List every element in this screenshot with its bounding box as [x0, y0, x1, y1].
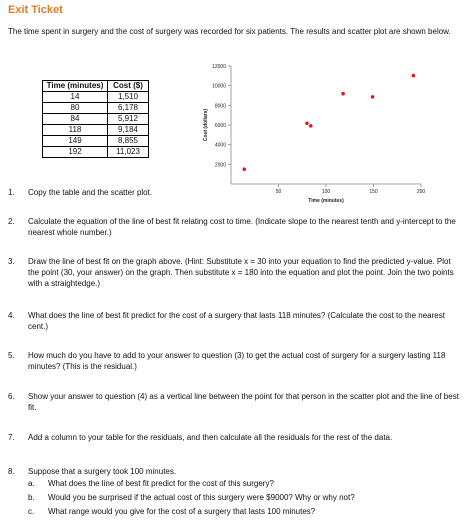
x-tick-label: 100 [321, 189, 331, 195]
y-axis-label: Cost (dollars) [203, 108, 209, 142]
data-point [305, 121, 309, 125]
x-axis-label: Time (minutes) [308, 198, 344, 204]
time-cell: 118 [43, 125, 108, 136]
y-tick-label: 2000 [214, 162, 226, 169]
y-tick-label: 8000 [214, 103, 226, 110]
subquestion-a [28, 478, 464, 489]
cost-cell: 1,510 [108, 92, 149, 103]
question-7 [8, 432, 464, 443]
question-number: 4. [8, 311, 15, 320]
question-number: 7. [8, 433, 15, 442]
time-cell: 192 [43, 147, 108, 158]
cost-cell: 5,912 [108, 114, 149, 125]
column-header-cost: Cost ($) [108, 81, 149, 92]
data-point [412, 74, 416, 78]
subquestion-text: Would you be surprised if the actual cost of this surgery were $9000? Why or why not? [48, 493, 355, 502]
subquestion-letter: c. [28, 507, 35, 516]
question-number: 6. [8, 392, 15, 401]
question-text: Show your answer to question (4) as a vertical line between the point for that person in the scatter plot and the line of best fit. [28, 392, 459, 412]
cost-cell: 9,184 [108, 125, 149, 136]
time-cell: 14 [43, 92, 108, 103]
y-tick-label: 6000 [214, 123, 226, 129]
data-point [371, 95, 375, 99]
time-cell: 84 [43, 114, 108, 125]
table-row [43, 103, 149, 114]
question-2 [8, 216, 464, 238]
y-tick-label: 4000 [214, 142, 226, 149]
subquestion-letter: a. [28, 479, 35, 488]
page-title: Exit Ticket [8, 4, 63, 16]
table-row [43, 125, 149, 136]
question-text: Copy the table and the scatter plot. [28, 188, 153, 197]
question-5 [8, 350, 464, 372]
question-number: 1. [8, 188, 15, 197]
time-cell: 149 [43, 136, 108, 147]
table-row [43, 147, 149, 158]
subquestion-letter: b. [28, 493, 35, 502]
question-number: 8. [8, 467, 15, 476]
y-tick-label: 10000 [212, 83, 226, 90]
question-8 [8, 466, 464, 477]
y-tick-label: 12000 [212, 64, 226, 70]
table-row [43, 114, 149, 125]
question-number: 2. [8, 217, 15, 226]
question-3 [8, 256, 464, 289]
question-6 [8, 391, 464, 413]
question-1 [8, 187, 464, 198]
subquestion-text: What does the line of best fit predict for the cost of this surgery? [48, 479, 274, 488]
scatter-plot [195, 62, 435, 206]
question-text: Calculate the equation of the line of best fit relating cost to time. (Indicate slope to the nearest tenth and y-intercept to the nearest whole number.) [28, 217, 456, 237]
x-tick-label: 50 [275, 189, 282, 195]
question-text: Draw the line of best fit on the graph above. (Hint: Substitute x = 30 into your equation to find the predicted y-value. Plot the point (30, your answer) on the graph. Then substitute x = 180 into the equation and plot the point. Join the two points with a straightedge.) [28, 257, 454, 288]
question-text: Suppose that a surgery took 100 minutes. [28, 467, 177, 476]
subquestion-text: What range would you give for the cost of a surgery that lasts 100 minutes? [48, 507, 316, 516]
table-row [43, 136, 149, 147]
cost-cell: 6,178 [108, 103, 149, 114]
subquestion-c [28, 506, 464, 517]
time-cell: 80 [43, 103, 108, 114]
question-text: How much do you have to add to your answer to question (3) to get the actual cost of surgery for a surgery lasting 118 minutes? (This is the residual.) [28, 351, 446, 371]
subquestion-b [28, 492, 464, 503]
question-number: 3. [8, 257, 15, 266]
x-tick-label: 150 [369, 189, 378, 195]
table-row [43, 92, 149, 103]
intro-text: The time spent in surgery and the cost of surgery was recorded for six patients. The results and scatter plot are shown below. [8, 27, 451, 36]
table-header-row [43, 81, 149, 92]
question-text: Add a column to your table for the residuals, and then calculate all the residuals for the rest of the data. [28, 433, 393, 442]
column-header-time: Time (minutes) [43, 81, 108, 92]
data-point [243, 167, 247, 171]
question-text: What does the line of best fit predict for the cost of a surgery that lasts 118 minutes? (Calculate the cost to the nearest cent.) [28, 311, 445, 331]
data-point [309, 124, 313, 128]
cost-cell: 11,023 [108, 147, 149, 158]
x-tick-label: 200 [416, 189, 426, 195]
data-point [341, 92, 345, 96]
cost-cell: 8,855 [108, 136, 149, 147]
question-number: 5. [8, 351, 15, 360]
scatter-plot-svg [195, 62, 435, 206]
question-4 [8, 310, 464, 332]
data-table [42, 80, 149, 158]
